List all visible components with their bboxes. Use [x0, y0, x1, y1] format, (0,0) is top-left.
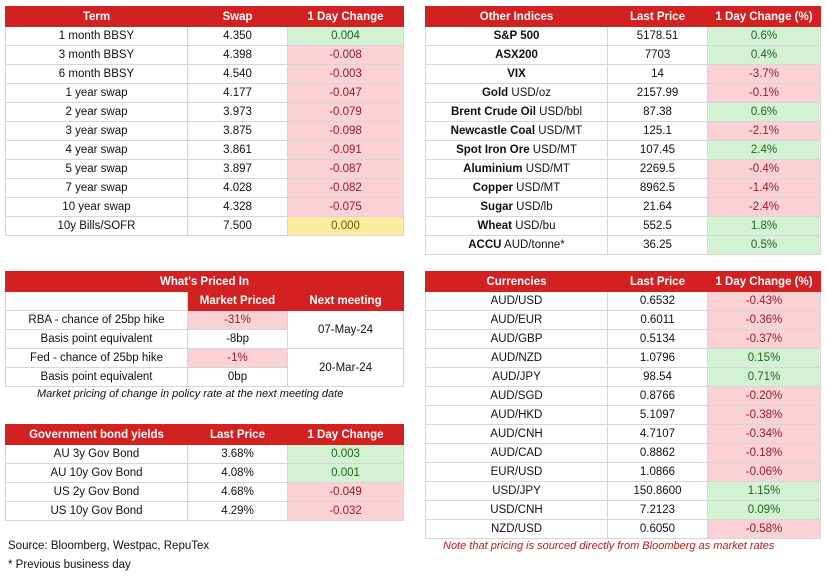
- table-row: [6, 103, 404, 122]
- currency-pair: USD/JPY: [426, 482, 608, 501]
- currency-change: 0.09%: [708, 501, 821, 520]
- other-indices-header: [426, 7, 821, 27]
- swap-rate: 4.328: [188, 198, 288, 217]
- swap-change: -0.079: [288, 103, 404, 122]
- currency-pair: AUD/CNH: [426, 425, 608, 444]
- currency-pair: USD/CNH: [426, 501, 608, 520]
- table-row: [426, 292, 821, 311]
- index-change: -1.4%: [708, 179, 821, 198]
- bond-price: 4.08%: [188, 464, 288, 483]
- currencies-table: [425, 271, 821, 539]
- currency-pair: AUD/GBP: [426, 330, 608, 349]
- currency-change: -0.36%: [708, 311, 821, 330]
- swap-change: 0.000: [288, 217, 404, 236]
- rba-label: RBA - chance of 25bp hike: [6, 311, 188, 330]
- table-row: [426, 65, 821, 84]
- header-bond-change: 1 Day Change: [288, 425, 404, 445]
- header-currency-last-price: Last Price: [608, 272, 708, 292]
- index-price: 7703: [608, 46, 708, 65]
- index-name-cell: [426, 122, 608, 141]
- index-name: Copper: [472, 182, 513, 194]
- swap-term: 1 month BBSY: [6, 27, 188, 46]
- swap-term: 10y Bills/SOFR: [6, 217, 188, 236]
- bond-change: 0.001: [288, 464, 404, 483]
- swap-term: 4 year swap: [6, 141, 188, 160]
- table-row: [6, 141, 404, 160]
- table-row: [426, 330, 821, 349]
- currency-price: 0.5134: [608, 330, 708, 349]
- table-row: [426, 46, 821, 65]
- fed-bp-value: 0bp: [188, 368, 288, 387]
- currency-price: 1.0866: [608, 463, 708, 482]
- swap-table-header: [6, 7, 404, 27]
- header-gov-bond-yields: Government bond yields: [6, 425, 188, 445]
- index-name: S&P 500: [493, 30, 540, 42]
- swap-rate: 3.861: [188, 141, 288, 160]
- bond-change: -0.032: [288, 502, 404, 521]
- swap-change: -0.091: [288, 141, 404, 160]
- index-unit: USD/bu: [515, 220, 556, 232]
- index-name-cell: [426, 103, 608, 122]
- swap-change: -0.087: [288, 160, 404, 179]
- swap-term: 3 year swap: [6, 122, 188, 141]
- table-row: [6, 349, 404, 368]
- index-price: 5178.51: [608, 27, 708, 46]
- index-name-cell: [426, 141, 608, 160]
- index-unit: USD/MT: [538, 125, 583, 137]
- table-row: [426, 141, 821, 160]
- table-row: [426, 27, 821, 46]
- index-unit: USD/bbl: [539, 106, 582, 118]
- other-indices-table: [425, 6, 821, 255]
- swap-change: -0.098: [288, 122, 404, 141]
- index-name-cell: [426, 84, 608, 103]
- table-row: [426, 482, 821, 501]
- table-row: [6, 46, 404, 65]
- currency-change: -0.37%: [708, 330, 821, 349]
- currency-price: 0.6050: [608, 520, 708, 539]
- index-name-cell: [426, 160, 608, 179]
- header-term: Term: [6, 7, 188, 27]
- currency-pair: AUD/SGD: [426, 387, 608, 406]
- header-swap: Swap: [188, 7, 288, 27]
- currency-price: 4.7107: [608, 425, 708, 444]
- priced-in-title: What's Priced In: [6, 272, 404, 292]
- table-row: [426, 387, 821, 406]
- swap-term: 2 year swap: [6, 103, 188, 122]
- priced-in-note: Market pricing of change in policy rate at the next meeting date: [37, 388, 344, 400]
- bond-change: 0.003: [288, 445, 404, 464]
- currency-pair: AUD/USD: [426, 292, 608, 311]
- index-change: -2.1%: [708, 122, 821, 141]
- index-unit: USD/lb: [516, 201, 553, 213]
- index-name: ASX200: [495, 49, 538, 61]
- index-change: -2.4%: [708, 198, 821, 217]
- table-row: [426, 122, 821, 141]
- index-unit: USD/oz: [511, 87, 552, 99]
- bond-price: 4.29%: [188, 502, 288, 521]
- table-row: [426, 179, 821, 198]
- index-price: 21.64: [608, 198, 708, 217]
- swap-rate: 4.540: [188, 65, 288, 84]
- rba-bp-label: Basis point equivalent: [6, 330, 188, 349]
- currency-pair: EUR/USD: [426, 463, 608, 482]
- table-row: [6, 311, 404, 330]
- header-currencies: Currencies: [426, 272, 608, 292]
- currency-price: 150.8600: [608, 482, 708, 501]
- table-row: [426, 236, 821, 255]
- bond-name: AU 3y Gov Bond: [6, 445, 188, 464]
- currency-change: -0.34%: [708, 425, 821, 444]
- currency-change: -0.38%: [708, 406, 821, 425]
- index-change: 2.4%: [708, 141, 821, 160]
- swap-rate: 4.177: [188, 84, 288, 103]
- index-name: Sugar: [480, 201, 513, 213]
- table-row: [426, 425, 821, 444]
- table-row: [426, 444, 821, 463]
- index-unit: AUD/tonne*: [504, 239, 565, 251]
- index-change: -3.7%: [708, 65, 821, 84]
- table-row: [426, 520, 821, 539]
- header-change-pct: 1 Day Change (%): [708, 7, 821, 27]
- currency-pair: AUD/HKD: [426, 406, 608, 425]
- currency-pair: AUD/EUR: [426, 311, 608, 330]
- currency-change: -0.18%: [708, 444, 821, 463]
- header-market-priced: Market Priced: [188, 292, 288, 311]
- table-row: [426, 103, 821, 122]
- index-name-cell: [426, 236, 608, 255]
- table-row: [426, 311, 821, 330]
- currency-price: 5.1097: [608, 406, 708, 425]
- currencies-header: [426, 272, 821, 292]
- swap-term: 5 year swap: [6, 160, 188, 179]
- currency-pair: AUD/NZD: [426, 349, 608, 368]
- index-name: Aluminium: [463, 163, 523, 175]
- currency-change: 1.15%: [708, 482, 821, 501]
- index-unit: USD/MT: [525, 163, 570, 175]
- bond-yields-table: [5, 424, 404, 521]
- index-change: 1.8%: [708, 217, 821, 236]
- swap-rate: 4.350: [188, 27, 288, 46]
- index-name: Newcastle Coal: [450, 125, 536, 137]
- fed-next-meeting: 20-Mar-24: [288, 349, 404, 387]
- currency-price: 98.54: [608, 368, 708, 387]
- table-row: [6, 445, 404, 464]
- swap-change: -0.082: [288, 179, 404, 198]
- index-name-cell: [426, 217, 608, 236]
- index-name: Spot Iron Ore: [456, 144, 530, 156]
- table-row: [6, 122, 404, 141]
- bond-name: US 2y Gov Bond: [6, 483, 188, 502]
- table-row: [6, 502, 404, 521]
- swap-change: -0.047: [288, 84, 404, 103]
- footnote-text: * Previous business day: [8, 559, 131, 571]
- index-change: -0.1%: [708, 84, 821, 103]
- index-name-cell: [426, 65, 608, 84]
- currency-change: -0.58%: [708, 520, 821, 539]
- index-name: Brent Crude Oil: [450, 106, 536, 118]
- priced-in-subheader: [6, 292, 404, 311]
- rba-market-priced: -31%: [188, 311, 288, 330]
- header-change: 1 Day Change: [288, 7, 404, 27]
- currency-pair: AUD/JPY: [426, 368, 608, 387]
- swap-table: [5, 6, 404, 236]
- currency-change: -0.06%: [708, 463, 821, 482]
- swap-term: 7 year swap: [6, 179, 188, 198]
- swap-change: 0.004: [288, 27, 404, 46]
- currency-price: 1.0796: [608, 349, 708, 368]
- index-name: VIX: [507, 68, 526, 80]
- currency-change: 0.15%: [708, 349, 821, 368]
- currency-pair: AUD/CAD: [426, 444, 608, 463]
- swap-rate: 4.398: [188, 46, 288, 65]
- table-row: [6, 179, 404, 198]
- currency-price: 0.8862: [608, 444, 708, 463]
- rba-next-meeting: 07-May-24: [288, 311, 404, 349]
- fed-market-priced: -1%: [188, 349, 288, 368]
- index-price: 107.45: [608, 141, 708, 160]
- table-row: [426, 198, 821, 217]
- bond-price: 3.68%: [188, 445, 288, 464]
- index-price: 8962.5: [608, 179, 708, 198]
- index-change: -0.4%: [708, 160, 821, 179]
- index-unit: USD/MT: [516, 182, 561, 194]
- bond-price: 4.68%: [188, 483, 288, 502]
- index-price: 2157.99: [608, 84, 708, 103]
- swap-change: -0.003: [288, 65, 404, 84]
- header-next-meeting: Next meeting: [288, 292, 404, 311]
- header-bond-last-price: Last Price: [188, 425, 288, 445]
- currencies-note: Note that pricing is sourced directly from Bloomberg as market rates: [443, 540, 775, 552]
- currency-price: 0.6532: [608, 292, 708, 311]
- currency-change: 0.71%: [708, 368, 821, 387]
- bond-yields-header: [6, 425, 404, 445]
- table-row: [426, 368, 821, 387]
- index-name: Gold: [481, 87, 509, 99]
- index-price: 2269.5: [608, 160, 708, 179]
- index-name: ACCU: [468, 239, 502, 251]
- index-name-cell: [426, 179, 608, 198]
- currency-pair: NZD/USD: [426, 520, 608, 539]
- index-name: Wheat: [477, 220, 512, 232]
- index-name-cell: [426, 27, 608, 46]
- source-text: Source: Bloomberg, Westpac, RepuTex: [8, 540, 210, 552]
- table-row: [6, 27, 404, 46]
- index-price: 125.1: [608, 122, 708, 141]
- index-change: 0.4%: [708, 46, 821, 65]
- table-row: [426, 501, 821, 520]
- swap-change: -0.008: [288, 46, 404, 65]
- index-change: 0.6%: [708, 27, 821, 46]
- bond-change: -0.049: [288, 483, 404, 502]
- index-price: 36.25: [608, 236, 708, 255]
- table-row: [426, 84, 821, 103]
- table-row: [6, 217, 404, 236]
- whats-priced-in-table: [5, 271, 404, 387]
- fed-bp-label: Basis point equivalent: [6, 368, 188, 387]
- rba-bp-value: -8bp: [188, 330, 288, 349]
- swap-rate: 3.973: [188, 103, 288, 122]
- currency-change: -0.43%: [708, 292, 821, 311]
- swap-rate: 7.500: [188, 217, 288, 236]
- index-name-cell: [426, 198, 608, 217]
- bond-name: AU 10y Gov Bond: [6, 464, 188, 483]
- bond-name: US 10y Gov Bond: [6, 502, 188, 521]
- header-last-price: Last Price: [608, 7, 708, 27]
- swap-term: 1 year swap: [6, 84, 188, 103]
- swap-term: 6 month BBSY: [6, 65, 188, 84]
- index-price: 14: [608, 65, 708, 84]
- index-unit: USD/MT: [532, 144, 577, 156]
- currency-price: 0.6011: [608, 311, 708, 330]
- currency-change: -0.20%: [708, 387, 821, 406]
- currency-price: 0.8766: [608, 387, 708, 406]
- fed-label: Fed - chance of 25bp hike: [6, 349, 188, 368]
- index-price: 87.38: [608, 103, 708, 122]
- swap-rate: 4.028: [188, 179, 288, 198]
- header-other-indices: Other Indices: [426, 7, 608, 27]
- table-row: [426, 349, 821, 368]
- swap-term: 3 month BBSY: [6, 46, 188, 65]
- table-row: [6, 160, 404, 179]
- currency-price: 7.2123: [608, 501, 708, 520]
- table-row: [426, 406, 821, 425]
- swap-change: -0.075: [288, 198, 404, 217]
- index-change: 0.5%: [708, 236, 821, 255]
- swap-term: 10 year swap: [6, 198, 188, 217]
- table-row: [6, 198, 404, 217]
- table-row: [426, 217, 821, 236]
- table-row: [6, 65, 404, 84]
- swap-rate: 3.897: [188, 160, 288, 179]
- table-row: [426, 463, 821, 482]
- swap-rate: 3.875: [188, 122, 288, 141]
- index-price: 552.5: [608, 217, 708, 236]
- table-row: [426, 160, 821, 179]
- table-row: [6, 84, 404, 103]
- index-name-cell: [426, 46, 608, 65]
- table-row: [6, 464, 404, 483]
- index-change: 0.6%: [708, 103, 821, 122]
- table-row: [6, 483, 404, 502]
- header-currency-change: 1 Day Change (%): [708, 272, 821, 292]
